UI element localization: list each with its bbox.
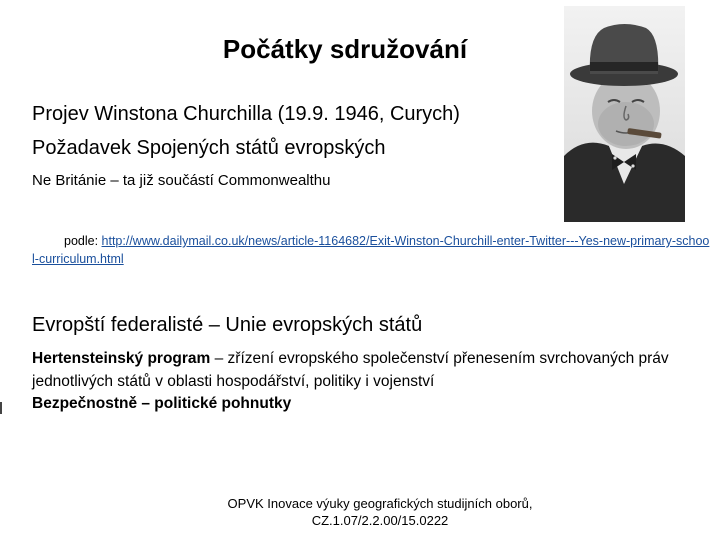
hertenstein-program-label: Hertensteinský program	[32, 350, 211, 367]
section-federalists: Evropští federalisté – Unie evropských států	[32, 314, 423, 336]
slide-title: Počátky sdružování	[222, 34, 468, 64]
source-prefix: podle:	[64, 234, 102, 248]
footer-line-1: OPVK Inovace výuky geografických studijních oborů,	[227, 496, 533, 511]
source-link[interactable]: http://www.dailymail.co.uk/news/article-1164682/Exit-Winston-Churchill-enter-Twitter---Yes-new-primary-school-curriculum.html	[32, 234, 710, 266]
churchill-photo-icon	[564, 6, 685, 222]
edge-mark	[0, 402, 2, 414]
source-citation	[32, 232, 712, 268]
hertenstein-program-text	[32, 347, 682, 393]
bullet-churchill-speech: Projev Winstona Churchilla (19.9. 1946, Curych)	[32, 103, 460, 125]
security-political-motives: Bezpečnostně – politické pohnutky	[32, 395, 292, 412]
hertenstein-program-desc: – zřízení evropského společenství přenesením svrchovaných práv jednotlivých států v oblasti hospodářství, politiky i vojenství	[32, 350, 669, 390]
bullet-united-states-of-europe: Požadavek Spojených států evropských	[32, 137, 386, 159]
footer-line-2: CZ.1.07/2.2.00/15.0222	[311, 513, 449, 528]
bullet-not-britain: Ne Británie – ta již součástí Commonwealthu	[32, 172, 331, 189]
footer	[180, 495, 580, 529]
